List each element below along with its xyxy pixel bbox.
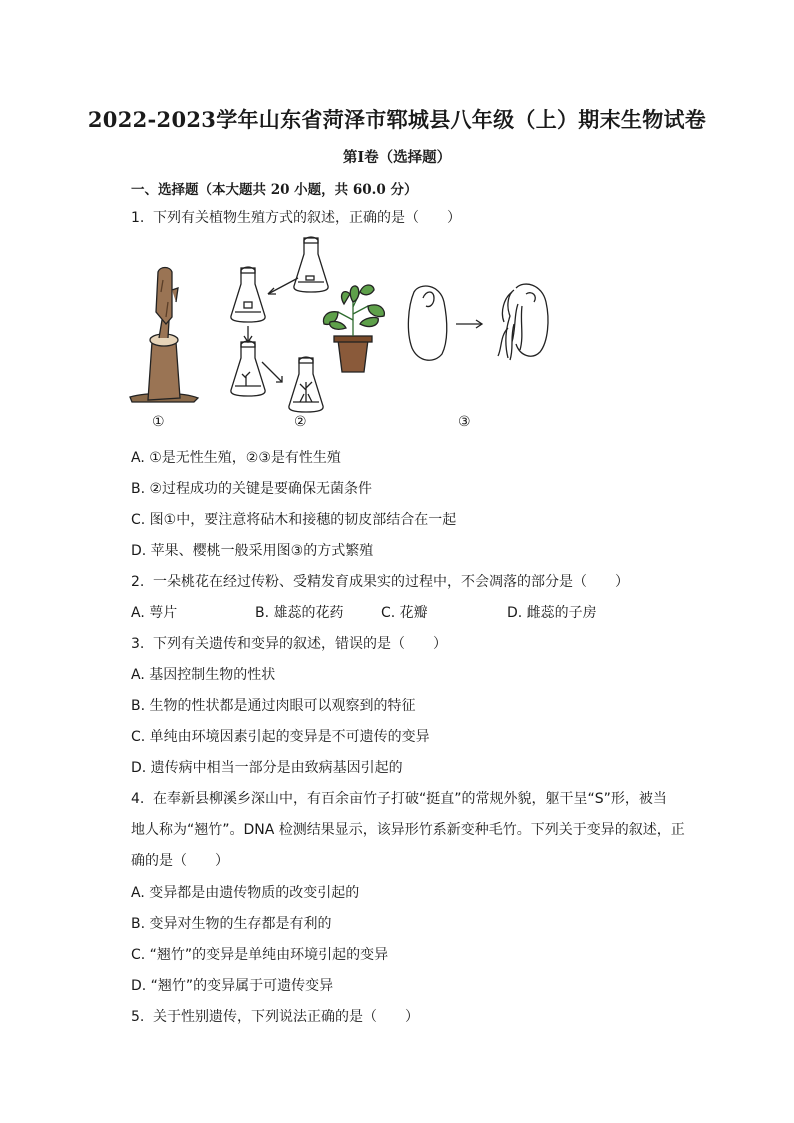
q4-option-b[interactable]: B. 变异对生物的生存都是有利的 xyxy=(131,916,332,932)
q1-option-d[interactable]: D. 苹果、樱桃一般采用图③的方式繁殖 xyxy=(131,543,374,559)
question-text: 一朵桃花在经过传粉、受精发育成果实的过程中，不会凋落的部分是（ ） xyxy=(153,574,629,590)
q1-figure xyxy=(128,232,558,432)
question-number: 3. xyxy=(131,636,145,652)
question-5-stem xyxy=(131,1006,419,1026)
q3-option-a[interactable]: A. 基因控制生物的性状 xyxy=(131,667,276,683)
potted-plant-drawing xyxy=(324,285,385,372)
q4-option-c[interactable]: C. “翘竹”的变异是单纯由环境引起的变异 xyxy=(131,947,389,963)
part-title: 第Ⅰ卷（选择题） xyxy=(342,149,452,166)
q3-option-c[interactable]: C. 单纯由环境因素引起的变异是不可遗传的变异 xyxy=(131,729,430,745)
tissue-culture-drawing xyxy=(231,237,328,412)
question-text: 在奉新县柳溪乡深山中，有百余亩竹子打破“挺直”的常规外貌，躯干呈“S”形，被当 xyxy=(153,791,667,807)
question-number: 1. xyxy=(131,210,145,226)
q2-option-a[interactable]: A. 萼片 xyxy=(131,605,178,621)
q1-option-a[interactable]: A. ①是无性生殖，②③是有性生殖 xyxy=(131,450,341,466)
question-2-stem xyxy=(131,571,629,591)
q3-option-d[interactable]: D. 遗传病中相当一部分是由致病基因引起的 xyxy=(131,760,403,776)
q1-option-c[interactable]: C. 图①中，要注意将砧木和接穗的韧皮部结合在一起 xyxy=(131,512,457,528)
question-text: 下列有关植物生殖方式的叙述，正确的是（ ） xyxy=(153,210,461,226)
q3-option-b[interactable]: B. 生物的性状都是通过肉眼可以观察到的特征 xyxy=(131,698,416,714)
figure-label-3: ③ xyxy=(458,414,471,430)
exam-title: 2022-2023学年山东省菏泽市郓城县八年级（上）期末生物试卷 xyxy=(87,107,707,132)
figure-label-2: ② xyxy=(294,414,307,430)
question-text: 下列有关遗传和变异的叙述，错误的是（ ） xyxy=(153,636,447,652)
question-4-stem-line-3: 确的是（ ） xyxy=(131,853,229,869)
q2-option-b[interactable]: B. 雄蕊的花药 xyxy=(255,605,344,621)
q2-option-d[interactable]: D. 雌蕊的子房 xyxy=(507,605,597,621)
q4-option-a[interactable]: A. 变异都是由遗传物质的改变引起的 xyxy=(131,885,360,901)
section-heading: 一、选择题（本大题共 20 小题，共 60.0 分） xyxy=(131,182,418,198)
seed-germination-drawing xyxy=(408,284,548,360)
q2-option-c[interactable]: C. 花瓣 xyxy=(381,605,428,621)
question-text: 关于性别遗传，下列说法正确的是（ ） xyxy=(153,1009,419,1025)
q1-option-b[interactable]: B. ②过程成功的关键是要确保无菌条件 xyxy=(131,481,373,497)
plant-reproduction-illustration xyxy=(128,232,558,432)
question-4-stem-line-1 xyxy=(131,788,667,808)
question-number: 5. xyxy=(131,1009,145,1025)
question-3-stem xyxy=(131,633,447,653)
q4-option-d[interactable]: D. “翘竹”的变异属于可遗传变异 xyxy=(131,978,334,994)
question-1-stem xyxy=(131,207,461,227)
question-number: 2. xyxy=(131,574,145,590)
question-4-stem-line-2: 地人称为“翘竹”。DNA 检测结果显示，该异形竹系新变种毛竹。下列关于变异的叙述，正 xyxy=(131,822,685,838)
grafting-drawing xyxy=(130,268,198,403)
figure-label-1: ① xyxy=(152,414,165,430)
question-number: 4. xyxy=(131,791,145,807)
